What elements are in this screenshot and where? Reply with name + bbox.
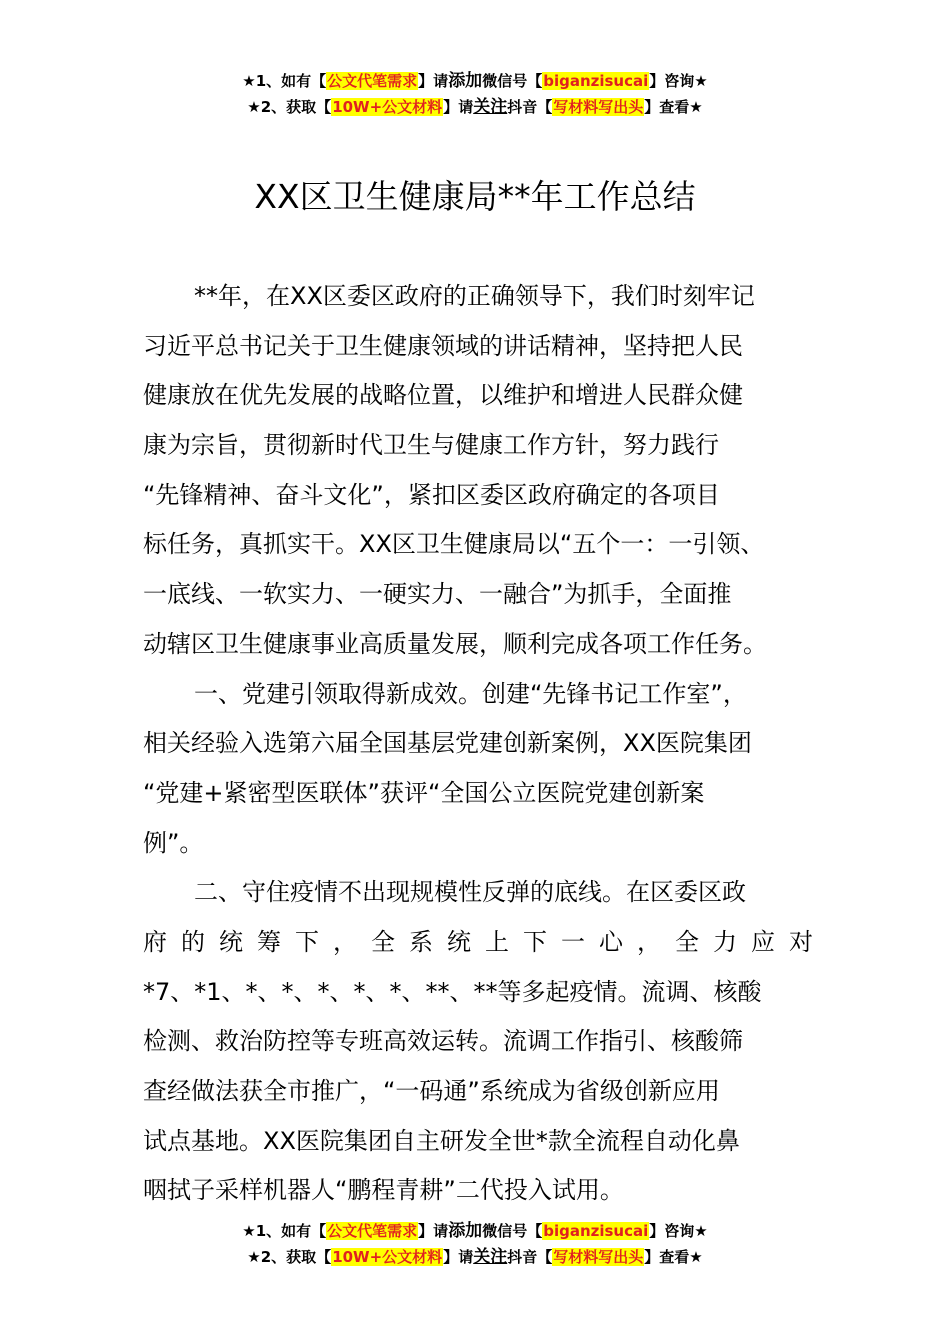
text-line: 康为宗旨，贯彻新时代卫生与健康工作方针，努力践行 [143, 431, 719, 460]
text-line: 一、党建引领取得新成效。创建“先锋书记工作室”， [194, 679, 747, 708]
text-char: ， [333, 927, 357, 956]
text-char: 下 [523, 927, 547, 956]
text-char: 全 [371, 927, 395, 956]
text-line: *7、*1、*、*、*、*、*、**、**等多起疫情。流调、核酸 [143, 977, 762, 1006]
emphasis-text: 关注 [473, 1247, 508, 1267]
document-title: XX区卫生健康局**年工作总结 [254, 177, 696, 216]
text-line: 二、守住疫情不出现规模性反弹的底线。在区委区政 [194, 878, 746, 907]
text-line: “先锋精神、奋斗文化”，紧扣区委区政府确定的各项目 [143, 480, 720, 509]
banner-text: 抖音【 [507, 98, 553, 116]
banner-text: 】咨询★ [649, 72, 708, 90]
emphasis-text: 添加 [448, 71, 483, 91]
banner-text: 】查看★ [644, 1248, 703, 1266]
banner-line-2 [0, 94, 950, 120]
text-line: “党建+紧密型医联体”获评“全国公立医院党建创新案 [143, 778, 705, 807]
banner-line-1 [0, 1218, 950, 1244]
highlight-text: 10W+公文材料 [332, 98, 443, 116]
text-char: 统 [447, 927, 471, 956]
text-char: ， [637, 927, 661, 956]
banner-line-1 [0, 68, 950, 94]
text-char: 系 [409, 927, 433, 956]
banner-text: 】请 [443, 1248, 474, 1266]
highlight-text: 10W+公文材料 [332, 1248, 443, 1266]
text-char: 上 [485, 927, 509, 956]
header-banner [0, 68, 950, 120]
text-char: 全 [675, 927, 699, 956]
text-char: 府 [143, 927, 167, 956]
highlight-text: biganzisucai [543, 1222, 649, 1240]
banner-text: 】请 [443, 98, 474, 116]
banner-text: 】查看★ [644, 98, 703, 116]
banner-text: 抖音【 [507, 1248, 553, 1266]
banner-text: ★2、获取【 [247, 98, 332, 116]
highlight-text: biganzisucai [543, 72, 649, 90]
banner-text: ★1、如有【 [242, 1222, 327, 1240]
text-line: 一底线、一软实力、一硬实力、一融合”为抓手，全面推 [143, 580, 732, 609]
highlight-text: 公文代笔需求 [327, 1222, 418, 1240]
text-char: 筹 [257, 927, 281, 956]
footer-banner [0, 1218, 950, 1270]
emphasis-text: 添加 [448, 1221, 483, 1241]
document-body [143, 272, 813, 1216]
text-line: 习近平总书记关于卫生健康领域的讲话精神，坚持把人民 [143, 331, 743, 360]
text-char: 下 [295, 927, 319, 956]
banner-text: 】请 [418, 1222, 449, 1240]
highlight-text: 写材料写出头 [553, 98, 644, 116]
text-line: 相关经验入选第六届全国基层党建创新案例，XX医院集团 [143, 729, 752, 758]
banner-line-2 [0, 1244, 950, 1270]
text-line: 标任务，真抓实干。XX区卫生健康局以“五个一：一引领、 [143, 530, 765, 559]
banner-text: 】请 [418, 72, 449, 90]
emphasis-text: 关注 [473, 97, 508, 117]
text-line: 查经做法获全市推广，“一码通”系统成为省级创新应用 [143, 1077, 720, 1105]
text-line: 例”。 [143, 828, 204, 857]
text-line: 动辖区卫生健康事业高质量发展，顺利完成各项工作任务。 [143, 629, 767, 658]
text-char: 对 [789, 927, 813, 956]
text-line [143, 918, 813, 968]
text-line: 检测、救治防控等专班高效运转。流调工作指引、核酸筛 [143, 1027, 743, 1056]
text-char: 统 [219, 927, 243, 956]
highlight-text: 写材料写出头 [553, 1248, 644, 1266]
text-char: 应 [751, 927, 775, 956]
text-line: 试点基地。XX医院集团自主研发全世*款全流程自动化鼻 [143, 1126, 740, 1155]
banner-text: 微信号【 [482, 72, 543, 90]
banner-text: ★2、获取【 [247, 1248, 332, 1266]
text-char: 的 [181, 927, 205, 956]
highlight-text: 公文代笔需求 [327, 72, 418, 90]
text-char: 心 [599, 927, 623, 956]
text-line: **年，在XX区委区政府的正确领导下，我们时刻牢记 [194, 282, 755, 310]
text-line: 健康放在优先发展的战略位置，以维护和增进人民群众健 [143, 381, 743, 410]
text-char: 力 [713, 927, 737, 956]
banner-text: 微信号【 [482, 1222, 543, 1240]
text-char: 一 [561, 927, 585, 956]
banner-text: 】咨询★ [649, 1222, 708, 1240]
text-line: 咽拭子采样机器人“鹏程青耕”二代投入试用。 [143, 1176, 624, 1205]
banner-text: ★1、如有【 [242, 72, 327, 90]
